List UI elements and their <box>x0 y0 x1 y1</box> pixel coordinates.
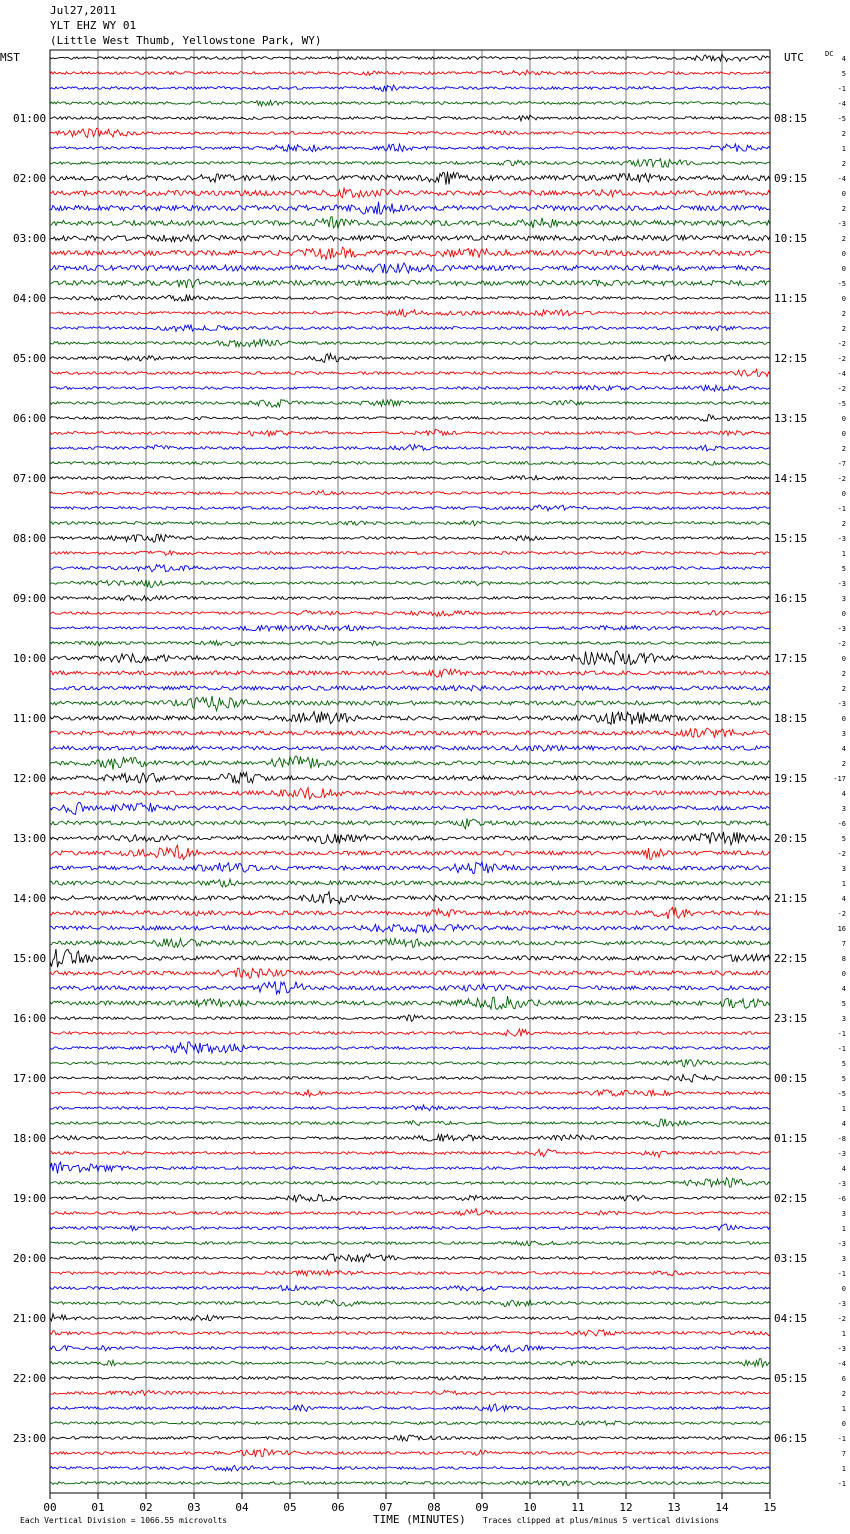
dc-offset-value: 0 <box>841 970 846 978</box>
mst-hour-label: 04:00 <box>13 292 47 305</box>
seismic-trace <box>50 100 770 106</box>
mst-hour-label: 15:00 <box>13 952 47 965</box>
seismic-trace <box>50 534 770 542</box>
clip-note: Traces clipped at plus/minus 5 vertical divisions <box>483 1516 720 1525</box>
seismic-trace <box>50 445 770 452</box>
seismic-trace <box>50 907 770 919</box>
dc-offset-value: 4 <box>841 745 846 753</box>
seismic-trace <box>50 1314 770 1321</box>
seismic-trace <box>50 1481 770 1486</box>
dc-offset-value: -1 <box>837 1270 846 1278</box>
x-tick-label: 03 <box>187 1501 201 1514</box>
seismic-trace <box>50 247 770 259</box>
seismic-trace <box>50 580 770 588</box>
dc-offset-value: 4 <box>841 790 846 798</box>
dc-offset-value: -2 <box>837 385 846 393</box>
x-tick-label: 02 <box>139 1501 153 1514</box>
dc-offset-value: -2 <box>837 475 846 483</box>
seismic-trace <box>50 938 770 947</box>
x-tick-label: 07 <box>379 1501 393 1514</box>
dc-offset-value: 5 <box>841 1000 846 1008</box>
dc-offset-value: 1 <box>841 1105 846 1113</box>
mst-hour-label: 16:00 <box>13 1012 47 1025</box>
seismic-trace <box>50 1074 770 1082</box>
dc-label: DC <box>825 50 834 58</box>
dc-offset-value: -6 <box>837 820 846 828</box>
dc-offset-value: 5 <box>841 1060 846 1068</box>
seismic-trace <box>50 414 770 421</box>
seismic-trace <box>50 1149 770 1158</box>
mst-hour-label: 22:00 <box>13 1372 47 1385</box>
seismic-trace <box>50 1345 770 1352</box>
seismic-trace <box>50 1359 770 1368</box>
dc-offset-value: 3 <box>841 1255 846 1263</box>
seismic-trace <box>50 924 770 932</box>
dc-offset-value: 1 <box>841 880 846 888</box>
dc-offset-value: -4 <box>837 175 846 183</box>
dc-offset-value: -2 <box>837 910 846 918</box>
dc-offset-value: 3 <box>841 1015 846 1023</box>
seismic-trace <box>50 70 770 75</box>
seismic-trace <box>50 279 770 288</box>
dc-offset-value: 2 <box>841 760 846 768</box>
utc-hour-label: 22:15 <box>774 952 808 965</box>
seismic-trace <box>50 1449 770 1457</box>
dc-offset-value: -2 <box>837 1315 846 1323</box>
dc-offset-value: 0 <box>841 1420 846 1428</box>
utc-hour-label: 20:15 <box>774 832 808 845</box>
dc-offset-value: 7 <box>841 940 846 948</box>
dc-offset-value: 4 <box>841 1120 846 1128</box>
seismic-trace <box>50 1042 770 1053</box>
seismic-trace <box>50 400 770 408</box>
dc-offset-value: 0 <box>841 250 846 258</box>
mst-hour-label: 01:00 <box>13 112 47 125</box>
utc-hour-label: 18:15 <box>774 712 808 725</box>
dc-offset-value: 2 <box>841 235 846 243</box>
seismic-trace <box>50 202 770 215</box>
utc-hour-label: 03:15 <box>774 1252 808 1265</box>
dc-offset-value: 2 <box>841 670 846 678</box>
utc-hour-label: 09:15 <box>774 172 808 185</box>
seismic-trace <box>50 1224 770 1231</box>
dc-offset-value: 3 <box>841 865 846 873</box>
dc-offset-value: 2 <box>841 130 846 138</box>
dc-offset-value: -4 <box>837 100 846 108</box>
dc-offset-value: -5 <box>837 115 846 123</box>
dc-offset-value: -2 <box>837 850 846 858</box>
mst-hour-label: 10:00 <box>13 652 47 665</box>
dc-offset-value: 1 <box>841 1330 846 1338</box>
mst-hour-label: 18:00 <box>13 1132 47 1145</box>
mst-hour-label: 17:00 <box>13 1072 47 1085</box>
seismic-trace <box>50 1390 770 1395</box>
seismic-trace <box>50 651 770 665</box>
utc-hour-label: 02:15 <box>774 1192 808 1205</box>
dc-offset-value: 8 <box>841 955 846 963</box>
dc-offset-value: -1 <box>837 1045 846 1053</box>
dc-offset-value: 0 <box>841 295 846 303</box>
seismic-trace <box>50 1090 770 1097</box>
dc-offset-value: 3 <box>841 595 846 603</box>
seismic-trace <box>50 1241 770 1246</box>
seismic-trace <box>50 803 770 815</box>
mst-hour-label: 11:00 <box>13 712 47 725</box>
x-tick-label: 13 <box>667 1501 681 1514</box>
left-axis-label: MST <box>0 51 20 64</box>
mst-hour-label: 05:00 <box>13 352 47 365</box>
dc-offset-value: 0 <box>841 265 846 273</box>
dc-offset-value: 7 <box>841 1450 846 1458</box>
seismic-trace <box>50 1254 770 1262</box>
seismic-trace <box>50 1015 770 1021</box>
mst-hour-label: 13:00 <box>13 832 47 845</box>
dc-offset-value: -2 <box>837 355 846 363</box>
dc-offset-value: -3 <box>837 1150 846 1158</box>
mst-hour-label: 20:00 <box>13 1252 47 1265</box>
dc-offset-value: 2 <box>841 325 846 333</box>
seismic-trace <box>50 832 770 845</box>
seismic-trace <box>50 610 770 616</box>
seismic-trace <box>50 235 770 242</box>
dc-offset-value: -4 <box>837 370 846 378</box>
plot-date: Jul27,2011 <box>50 4 117 17</box>
seismic-trace <box>50 1435 770 1441</box>
seismic-trace <box>50 490 770 495</box>
seismic-trace <box>50 818 770 829</box>
seismic-trace <box>50 217 770 229</box>
seismic-trace <box>50 686 770 691</box>
seismic-trace <box>50 429 770 436</box>
dc-offset-value: 0 <box>841 490 846 498</box>
seismic-trace <box>50 1421 770 1426</box>
seismic-trace <box>50 1404 770 1412</box>
x-tick-label: 01 <box>91 1501 105 1514</box>
seismic-trace <box>50 476 770 480</box>
seismic-trace <box>50 325 770 332</box>
seismic-trace <box>50 565 770 572</box>
seismic-trace <box>50 1162 770 1173</box>
seismic-trace <box>50 172 770 185</box>
utc-hour-label: 06:15 <box>774 1432 808 1445</box>
dc-offset-value: 0 <box>841 1285 846 1293</box>
dc-offset-value: 2 <box>841 1390 846 1398</box>
dc-offset-value: 4 <box>841 1165 846 1173</box>
x-tick-label: 15 <box>763 1501 777 1514</box>
dc-offset-value: 2 <box>841 205 846 213</box>
dc-offset-value: -4 <box>837 1360 846 1368</box>
seismic-trace <box>50 1209 770 1216</box>
mst-hour-label: 07:00 <box>13 472 47 485</box>
seismic-trace <box>50 845 770 859</box>
seismic-trace <box>50 596 770 601</box>
x-tick-label: 11 <box>571 1501 585 1514</box>
dc-offset-value: -7 <box>837 460 846 468</box>
dc-offset-value: 4 <box>841 895 846 903</box>
mst-hour-label: 03:00 <box>13 232 47 245</box>
dc-offset-value: -5 <box>837 280 846 288</box>
seismic-trace <box>50 862 770 874</box>
utc-hour-label: 13:15 <box>774 412 808 425</box>
dc-offset-value: 5 <box>841 835 846 843</box>
dc-offset-value: -2 <box>837 640 846 648</box>
dc-offset-value: -5 <box>837 1090 846 1098</box>
dc-offset-value: 6 <box>841 1375 846 1383</box>
utc-hour-label: 08:15 <box>774 112 808 125</box>
x-axis-title: TIME (MINUTES) <box>373 1513 466 1526</box>
seismic-trace <box>50 745 770 751</box>
dc-offset-value: -17 <box>833 775 846 783</box>
mst-hour-label: 02:00 <box>13 172 47 185</box>
utc-hour-label: 04:15 <box>774 1312 808 1325</box>
seismic-trace <box>50 128 770 137</box>
seismic-trace <box>50 1119 770 1127</box>
seismic-trace <box>50 669 770 677</box>
dc-offset-value: -2 <box>837 340 846 348</box>
station-location: (Little West Thumb, Yellowstone Park, WY) <box>50 34 322 47</box>
dc-offset-value: -3 <box>837 1300 846 1308</box>
seismic-trace <box>50 295 770 302</box>
dc-offset-value: -3 <box>837 535 846 543</box>
seismic-trace <box>50 1376 770 1380</box>
seismic-trace <box>50 54 770 61</box>
x-tick-label: 06 <box>331 1501 345 1514</box>
dc-offset-value: 3 <box>841 1210 846 1218</box>
station-code: YLT EHZ WY 01 <box>50 19 137 32</box>
mst-hour-label: 08:00 <box>13 532 47 545</box>
x-tick-label: 08 <box>427 1501 441 1514</box>
dc-offset-value: 4 <box>841 55 846 63</box>
seismic-trace <box>50 551 770 556</box>
dc-offset-value: 2 <box>841 520 846 528</box>
utc-hour-label: 17:15 <box>774 652 808 665</box>
mst-hour-label: 09:00 <box>13 592 47 605</box>
seismic-trace <box>50 159 770 167</box>
dc-offset-value: 4 <box>841 985 846 993</box>
x-tick-label: 04 <box>235 1501 249 1514</box>
x-tick-label: 09 <box>475 1501 489 1514</box>
dc-offset-value: 0 <box>841 190 846 198</box>
dc-offset-value: -3 <box>837 1240 846 1248</box>
seismic-trace <box>50 354 770 363</box>
dc-offset-value: 0 <box>841 610 846 618</box>
seismic-trace <box>50 309 770 317</box>
dc-offset-value: 1 <box>841 550 846 558</box>
dc-offset-value: 2 <box>841 310 846 318</box>
utc-hour-label: 16:15 <box>774 592 808 605</box>
seismic-trace <box>50 1285 770 1291</box>
utc-hour-label: 14:15 <box>774 472 808 485</box>
seismic-trace <box>50 1134 770 1142</box>
mst-hour-label: 21:00 <box>13 1312 47 1325</box>
utc-hour-label: 21:15 <box>774 892 808 905</box>
dc-offset-value: 0 <box>841 430 846 438</box>
seismic-trace <box>50 385 770 391</box>
dc-offset-value: 3 <box>841 805 846 813</box>
dc-offset-value: 0 <box>841 715 846 723</box>
seismic-trace <box>50 1029 770 1037</box>
utc-hour-label: 19:15 <box>774 772 808 785</box>
seismic-trace <box>50 981 770 994</box>
seismic-trace <box>50 756 770 770</box>
dc-offset-value: -1 <box>837 1480 846 1488</box>
dc-offset-value: 2 <box>841 685 846 693</box>
dc-offset-value: 5 <box>841 1075 846 1083</box>
dc-offset-value: -3 <box>837 220 846 228</box>
dc-offset-value: 1 <box>841 1405 846 1413</box>
dc-offset-value: -6 <box>837 1195 846 1203</box>
seismic-trace <box>50 188 770 198</box>
x-tick-label: 00 <box>43 1501 57 1514</box>
dc-offset-value: 16 <box>837 925 846 933</box>
dc-offset-value: 1 <box>841 145 846 153</box>
utc-hour-label: 10:15 <box>774 232 808 245</box>
mst-hour-label: 19:00 <box>13 1192 47 1205</box>
dc-offset-value: -3 <box>837 1180 846 1188</box>
utc-hour-label: 15:15 <box>774 532 808 545</box>
seismic-trace <box>50 892 770 904</box>
dc-offset-value: -8 <box>837 1135 846 1143</box>
x-tick-label: 14 <box>715 1501 729 1514</box>
seismic-trace <box>50 728 770 738</box>
utc-hour-label: 01:15 <box>774 1132 808 1145</box>
dc-offset-value: -3 <box>837 580 846 588</box>
dc-offset-value: 1 <box>841 1225 846 1233</box>
seismic-trace <box>50 879 770 887</box>
dc-offset-value: -1 <box>837 85 846 93</box>
seismic-trace <box>50 625 770 631</box>
seismic-trace <box>50 1059 770 1066</box>
seismic-trace <box>50 641 770 646</box>
dc-offset-value: -1 <box>837 1435 846 1443</box>
utc-hour-label: 11:15 <box>774 292 808 305</box>
seismic-trace <box>50 1330 770 1336</box>
x-tick-label: 12 <box>619 1501 633 1514</box>
dc-offset-value: 1 <box>841 1465 846 1473</box>
seismic-trace <box>50 1465 770 1471</box>
dc-offset-value: 5 <box>841 565 846 573</box>
dc-offset-value: 3 <box>841 730 846 738</box>
dc-offset-value: 2 <box>841 445 846 453</box>
seismic-trace <box>50 949 770 967</box>
mst-hour-label: 06:00 <box>13 412 47 425</box>
seismic-trace <box>50 85 770 92</box>
seismic-trace <box>50 339 770 346</box>
seismic-trace <box>50 1270 770 1276</box>
dc-offset-value: -3 <box>837 700 846 708</box>
dc-offset-value: -3 <box>837 1345 846 1353</box>
seismic-trace <box>50 968 770 978</box>
seismic-trace <box>50 115 770 121</box>
utc-hour-label: 05:15 <box>774 1372 808 1385</box>
seismic-trace <box>50 1105 770 1111</box>
seismic-trace <box>50 1300 770 1307</box>
seismic-trace <box>50 521 770 526</box>
seismic-trace <box>50 461 770 465</box>
x-tick-label: 05 <box>283 1501 297 1514</box>
dc-offset-value: -1 <box>837 505 846 513</box>
seismic-trace <box>50 263 770 273</box>
seismic-trace <box>50 696 770 711</box>
scale-note: Each Vertical Division = 1066.55 microvolts <box>20 1516 228 1525</box>
right-axis-label: UTC <box>784 51 804 64</box>
seismic-trace <box>50 773 770 784</box>
seismic-trace <box>50 369 770 376</box>
dc-offset-value: 0 <box>841 655 846 663</box>
seismic-trace <box>50 996 770 1010</box>
seismic-trace <box>50 144 770 152</box>
seismic-trace <box>50 712 770 725</box>
mst-hour-label: 12:00 <box>13 772 47 785</box>
dc-offset-value: -1 <box>837 1030 846 1038</box>
dc-offset-value: 5 <box>841 70 846 78</box>
utc-hour-label: 00:15 <box>774 1072 808 1085</box>
dc-offset-value: -5 <box>837 400 846 408</box>
utc-hour-label: 23:15 <box>774 1012 808 1025</box>
dc-offset-value: -3 <box>837 625 846 633</box>
dc-offset-value: 2 <box>841 160 846 168</box>
x-tick-label: 10 <box>523 1501 537 1514</box>
seismic-trace <box>50 788 770 800</box>
seismic-trace <box>50 1178 770 1188</box>
mst-hour-label: 14:00 <box>13 892 47 905</box>
utc-hour-label: 12:15 <box>774 352 808 365</box>
mst-hour-label: 23:00 <box>13 1432 47 1445</box>
dc-offset-value: 0 <box>841 415 846 423</box>
seismic-trace <box>50 1194 770 1201</box>
seismic-trace <box>50 505 770 511</box>
